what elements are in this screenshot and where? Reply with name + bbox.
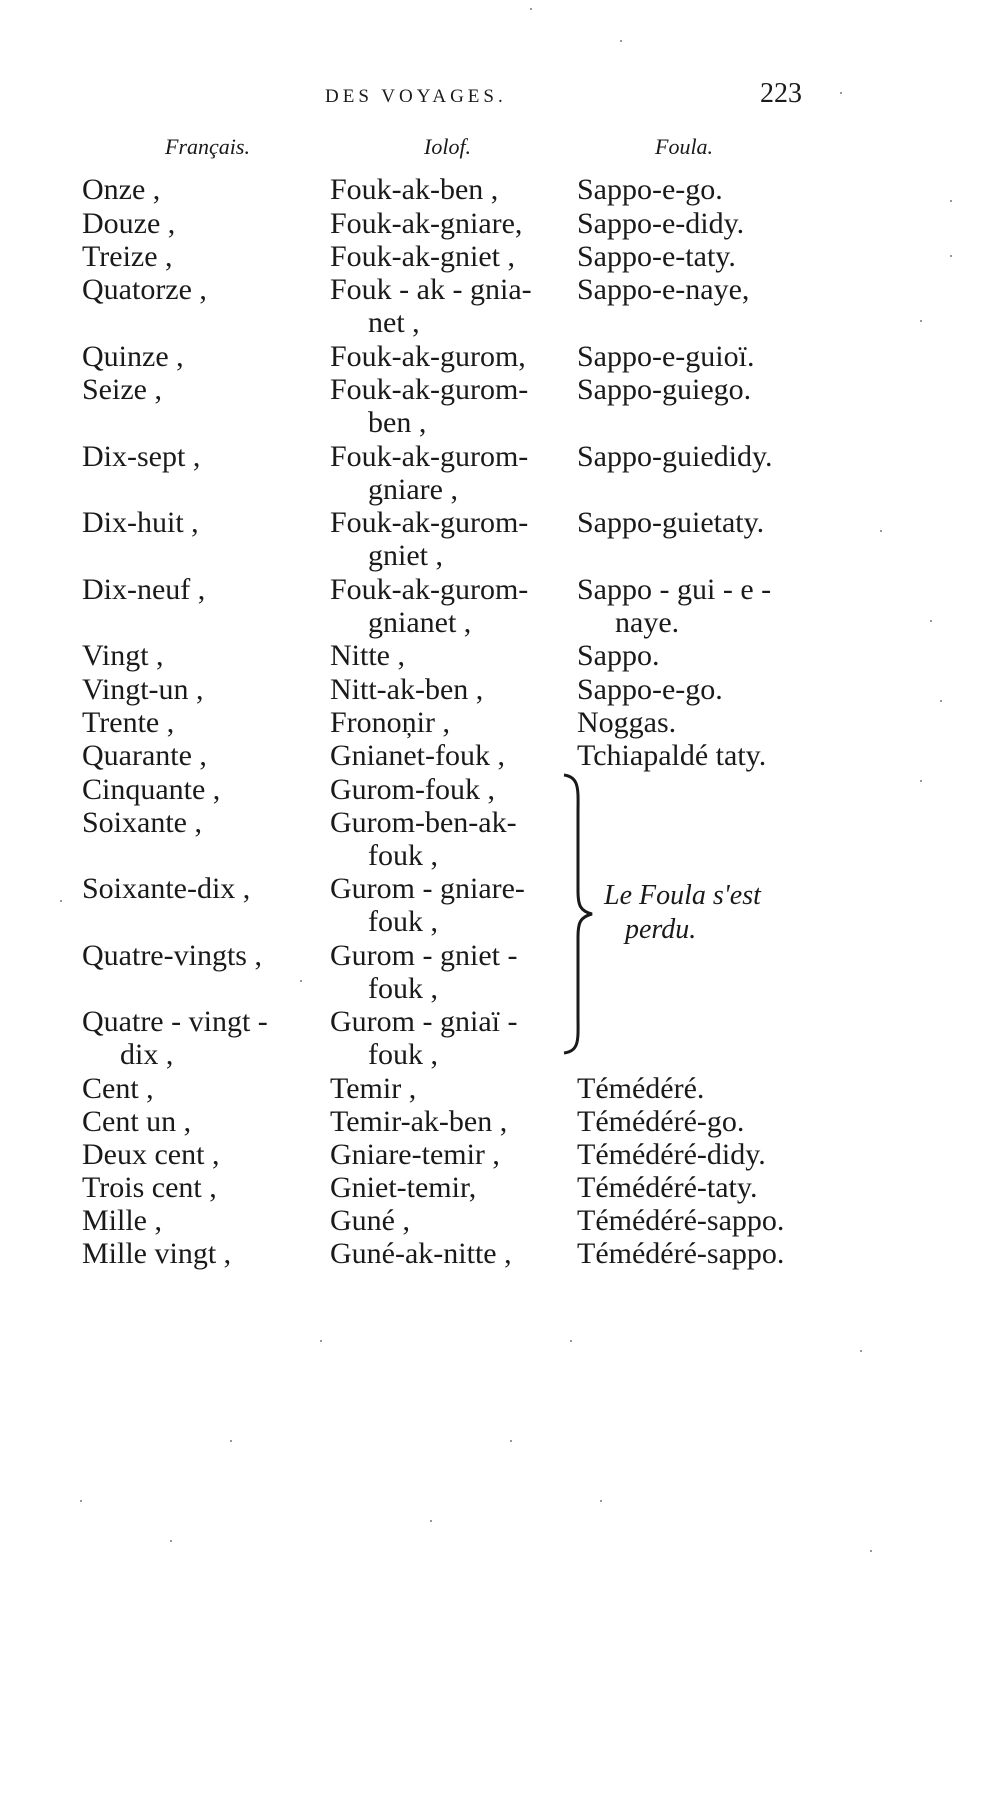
- cell-fo: Tchiapaldé taty.: [577, 739, 767, 772]
- column-header-francais: Français.: [165, 134, 250, 159]
- bracket-note-line-2: perdu.: [625, 914, 697, 945]
- speck: [880, 530, 882, 532]
- cell-io-continuation: fouk ,: [368, 905, 438, 938]
- cell-io: Fouk-ak-gurom-: [330, 440, 529, 473]
- cell-io-continuation: gniare ,: [368, 473, 458, 506]
- speck: [230, 1440, 232, 1442]
- cell-io: Fronoņir ,: [330, 706, 450, 739]
- speck: [170, 1540, 172, 1542]
- cell-fr: Trente ,: [82, 706, 175, 739]
- cell-io: Gnianet-fouk ,: [330, 739, 505, 772]
- cell-io: Nitte ,: [330, 639, 405, 672]
- cell-fr: Mille vingt ,: [82, 1237, 232, 1270]
- cell-io: Fouk-ak-gniet ,: [330, 240, 515, 273]
- column-header-foula: Foula.: [655, 134, 714, 159]
- cell-fr: Cent ,: [82, 1072, 154, 1105]
- cell-fo: Témédéré-sappo.: [577, 1237, 785, 1270]
- speck: [950, 255, 952, 257]
- cell-fo: Sappo.: [577, 639, 660, 672]
- speck: [510, 1440, 512, 1442]
- cell-io: Fouk-ak-gniare,: [330, 207, 523, 240]
- cell-fr: Mille ,: [82, 1204, 162, 1237]
- cell-fo: Témédéré-taty.: [577, 1171, 758, 1204]
- cell-io-continuation: gnianet ,: [368, 606, 472, 639]
- cell-fr: Vingt-un ,: [82, 673, 204, 706]
- speck: [870, 1550, 872, 1552]
- cell-fo: Sappo-e-naye,: [577, 273, 750, 306]
- speck: [940, 700, 942, 702]
- speck: [60, 900, 62, 902]
- cell-fo: Noggas.: [577, 706, 677, 739]
- cell-io: Temir-ak-ben ,: [330, 1105, 508, 1138]
- cell-io: Gniare-temir ,: [330, 1138, 500, 1171]
- cell-fo: Sappo-guiego.: [577, 373, 752, 406]
- cell-fr: Soixante-dix ,: [82, 872, 251, 905]
- cell-io: Fouk-ak-gurom-: [330, 373, 529, 406]
- curly-brace: [558, 773, 598, 1055]
- cell-fr: Deux cent ,: [82, 1138, 220, 1171]
- cell-fr: Cinquante ,: [82, 773, 221, 806]
- cell-fr: Quatre - vingt -: [82, 1005, 268, 1038]
- cell-io: Gurom - gniaï -: [330, 1005, 518, 1038]
- cell-io: Fouk-ak-gurom-: [330, 573, 529, 606]
- speck: [600, 1500, 602, 1502]
- speck: [320, 1340, 322, 1342]
- cell-fo: Témédéré-didy.: [577, 1138, 766, 1171]
- cell-io: Fouk - ak - gnia-: [330, 273, 532, 306]
- cell-io: Gurom - gniet -: [330, 939, 518, 972]
- cell-fo: Sappo-e-didy.: [577, 207, 745, 240]
- cell-fr: Dix-sept ,: [82, 440, 201, 473]
- cell-io: Temir ,: [330, 1072, 417, 1105]
- cell-io: Gniet-temir,: [330, 1171, 477, 1204]
- bracket-note-line-1: Le Foula s'est: [604, 880, 761, 911]
- speck: [300, 980, 302, 982]
- cell-fo: Sappo-e-go.: [577, 673, 723, 706]
- speck: [840, 92, 842, 94]
- running-head: DES VOYAGES.: [325, 86, 507, 107]
- cell-fr: Dix-huit ,: [82, 506, 199, 539]
- speck: [80, 1500, 82, 1502]
- speck: [920, 780, 922, 782]
- column-header-iolof: Iolof.: [424, 134, 472, 159]
- cell-io: Gurom-fouk ,: [330, 773, 495, 806]
- cell-fo: Sappo - gui - e -: [577, 573, 772, 606]
- cell-io-continuation: gniet ,: [368, 539, 443, 572]
- cell-io: Fouk-ak-gurom,: [330, 340, 526, 373]
- cell-io: Gurom-ben-ak-: [330, 806, 517, 839]
- cell-fo: Témédéré.: [577, 1072, 705, 1105]
- cell-fr: Quatre-vingts ,: [82, 939, 262, 972]
- cell-io-continuation: fouk ,: [368, 1038, 438, 1071]
- speck: [620, 40, 622, 42]
- cell-fo: Sappo-e-go.: [577, 173, 723, 206]
- cell-fr: Quinze ,: [82, 340, 184, 373]
- speck: [920, 320, 922, 322]
- cell-fr: Dix-neuf ,: [82, 573, 206, 606]
- cell-fr-continuation: dix ,: [120, 1038, 174, 1071]
- cell-fo: Sappo-guiedidy.: [577, 440, 773, 473]
- cell-io: Nitt-ak-ben ,: [330, 673, 484, 706]
- cell-fr: Douze ,: [82, 207, 176, 240]
- cell-fo: Témédéré-go.: [577, 1105, 745, 1138]
- cell-io-continuation: fouk ,: [368, 972, 438, 1005]
- cell-io-continuation: ben ,: [368, 406, 427, 439]
- cell-fo: Témédéré-sappo.: [577, 1204, 785, 1237]
- cell-fr: Seize ,: [82, 373, 162, 406]
- cell-io: Guné-ak-nitte ,: [330, 1237, 512, 1270]
- speck: [430, 1520, 432, 1522]
- cell-fo-continuation: naye.: [615, 606, 680, 639]
- cell-io-continuation: net ,: [368, 306, 420, 339]
- cell-fo: Sappo-guietaty.: [577, 506, 765, 539]
- cell-fr: Trois cent ,: [82, 1171, 217, 1204]
- speck: [860, 1350, 862, 1352]
- speck: [570, 1340, 572, 1342]
- cell-fo: Sappo-e-guioï.: [577, 340, 755, 373]
- cell-io: Guné ,: [330, 1204, 410, 1237]
- cell-fr: Quarante ,: [82, 739, 207, 772]
- speck: [530, 8, 532, 10]
- cell-fr: Quatorze ,: [82, 273, 207, 306]
- cell-io: Gurom - gniare-: [330, 872, 525, 905]
- cell-fr: Vingt ,: [82, 639, 164, 672]
- cell-fr: Onze ,: [82, 173, 161, 206]
- cell-io-continuation: fouk ,: [368, 839, 438, 872]
- cell-fr: Soixante ,: [82, 806, 202, 839]
- cell-fr: Cent un ,: [82, 1105, 192, 1138]
- cell-io: Fouk-ak-ben ,: [330, 173, 499, 206]
- speck: [930, 620, 932, 622]
- cell-fr: Treize ,: [82, 240, 173, 273]
- speck: [950, 200, 952, 202]
- cell-io: Fouk-ak-gurom-: [330, 506, 529, 539]
- cell-fo: Sappo-e-taty.: [577, 240, 736, 273]
- page-number: 223: [760, 78, 802, 109]
